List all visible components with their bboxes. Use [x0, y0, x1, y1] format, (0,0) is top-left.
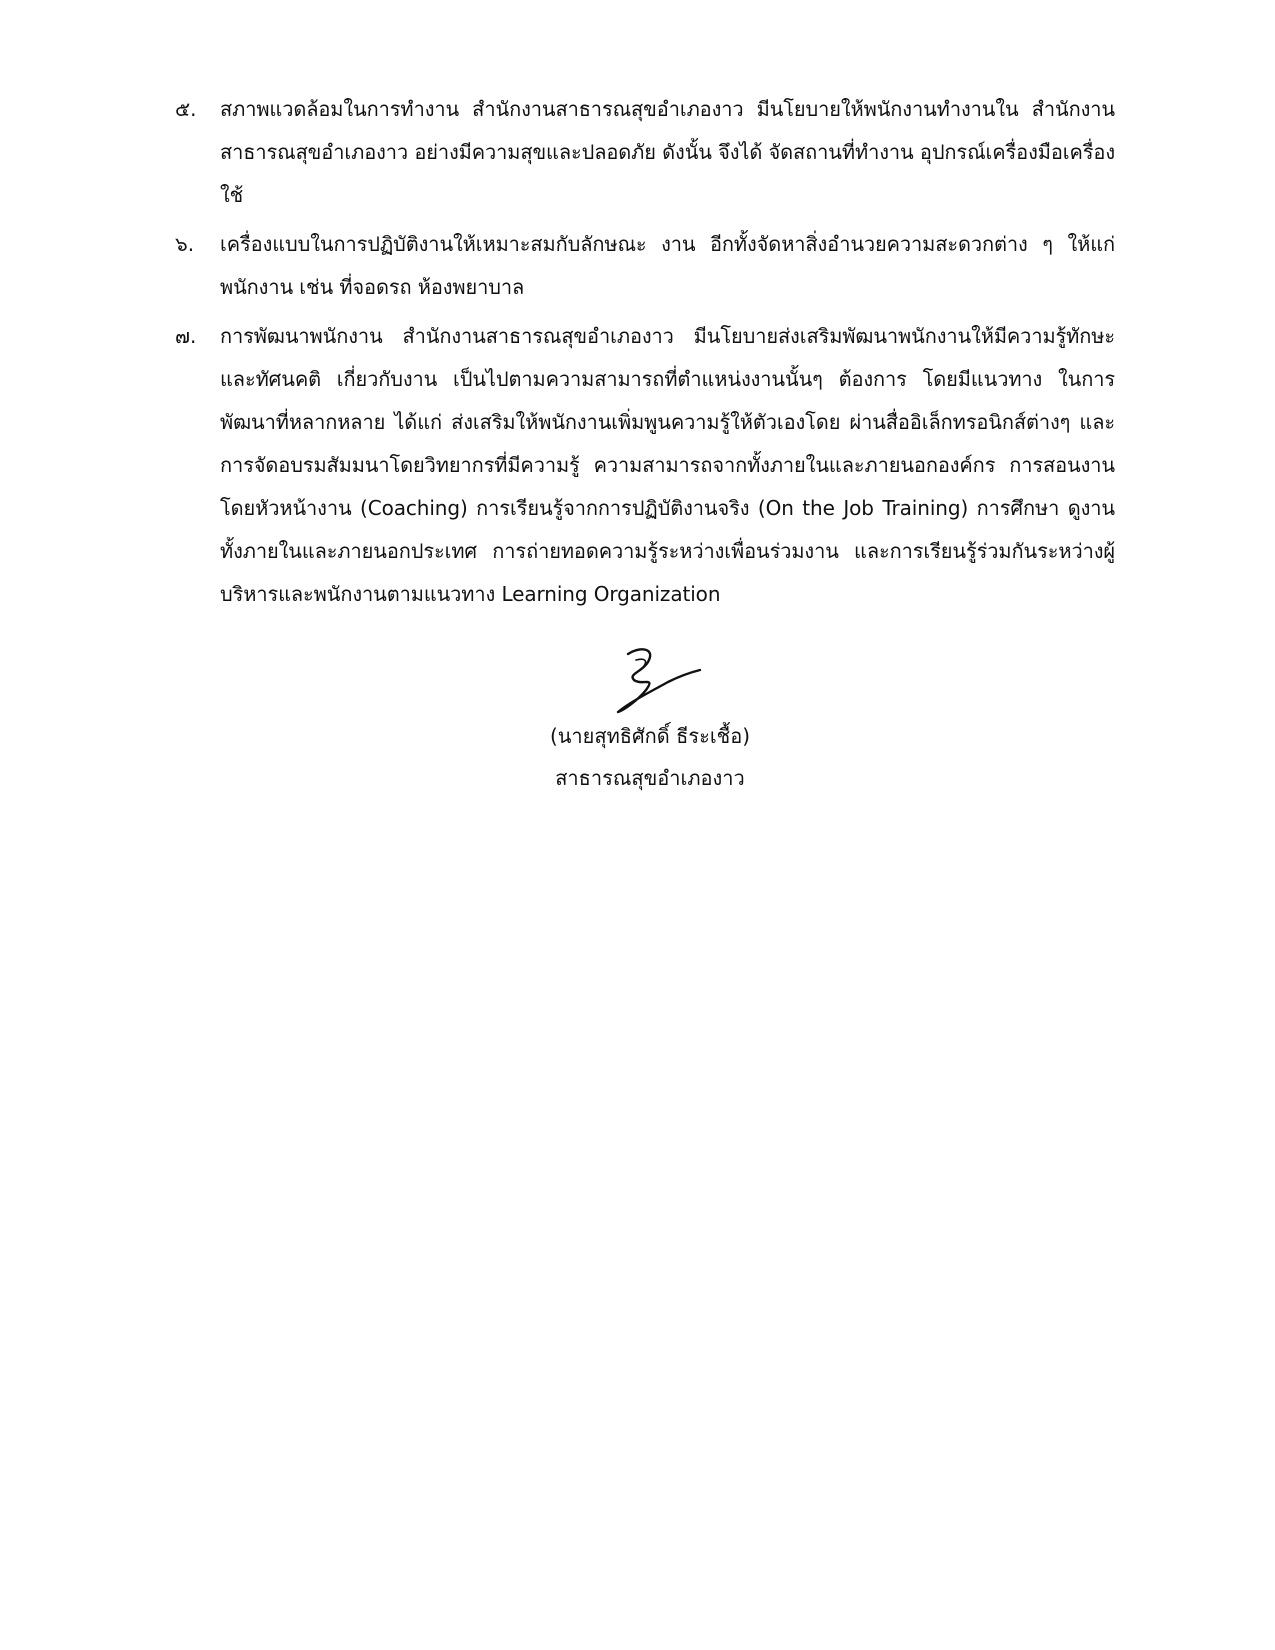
- list-item-text: สภาพแวดล้อมในการทำงาน สำนักงานสาธารณสุขอำเภองาว มีนโยบายให้พนักงานทำงานใน สำนักงานสาธารณสุขอำเภองาว อย่างมีความสุขและปลอดภัย ดังนั้น จึงได้ จัดสถานที่ทำงาน อุปกรณ์เครื่องมือเครื่องใช้: [220, 97, 1115, 207]
- list-item: [175, 315, 1115, 616]
- signer-name: (นายสุทธิศักดิ์ ธีระเชื้อ): [549, 724, 751, 748]
- list-marker: ๗.: [175, 324, 197, 348]
- list-item-text: การพัฒนาพนักงาน สำนักงานสาธารณสุขอำเภองาว มีนโยบายส่งเสริมพัฒนาพนักงานให้มีความรู้ทักษะและทัศนคติ เกี่ยวกับงาน เป็นไปตามความสามารถที่ตำแหน่งงานนั้นๆ ต้องการ โดยมีแนวทาง ในการพัฒนาที่หลากหลาย ได้แก่ ส่งเสริมให้พนักงานเพิ่มพูนความรู้ให้ตัวเองโดย ผ่านสื่ออิเล็กทรอนิกส์ต่างๆ และการจัดอบรมสัมมนาโดยวิทยากรที่มีความรู้ ความสามารถจากทั้งภายในและภายนอกองค์กร การสอนงานโดยหัวหน้างาน (Coaching) การเรียนรู้จากการปฏิบัติงานจริง (On the Job Training) การศึกษา ดูงานทั้งภายในและภายนอกประเทศ การถ่ายทอดความรู้ระหว่างเพื่อนร่วมงาน และการเรียนรู้ร่วมกันระหว่างผู้บริหารและพนักงานตามแนวทาง Learning Organization: [220, 324, 1115, 606]
- policy-list: [175, 88, 1115, 622]
- list-item-text: เครื่องแบบในการปฏิบัติงานให้เหมาะสมกับลักษณะ งาน อีกทั้งจัดหาสิ่งอำนวยความสะดวกต่าง ๆ ให้แก่ พนักงาน เช่น ที่จอดรถ ห้องพยาบาล: [220, 232, 1115, 299]
- list-item: [175, 223, 1115, 309]
- list-item: [175, 88, 1115, 217]
- signature-block: [450, 640, 850, 798]
- signer-title: สาธารณสุขอำเภองาว: [555, 766, 745, 790]
- list-marker: ๖.: [175, 232, 195, 256]
- handwritten-signature: [590, 640, 710, 720]
- list-marker: ๕.: [175, 97, 197, 121]
